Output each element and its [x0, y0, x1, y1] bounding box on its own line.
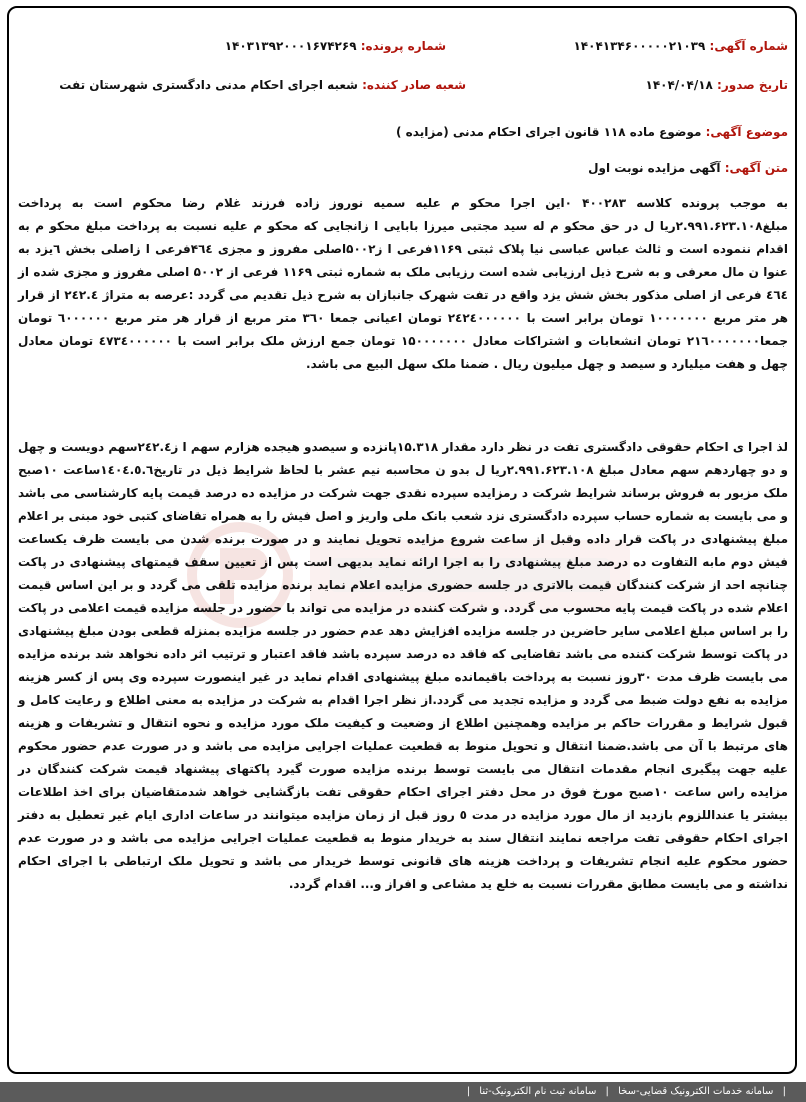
footer-link-sakha[interactable]: سامانه خدمات الکترونیک قضایی-سخا — [618, 1086, 774, 1097]
case-number-value: ۱۴۰۳۱۳۹۲۰۰۰۱۶۷۴۲۶۹ — [224, 39, 357, 53]
notice-text-label: متن آگهی: — [724, 161, 788, 175]
footer-separator: | — [466, 1086, 471, 1097]
paragraph-auction-terms: لذ اجرا ی احکام حقوقی دادگستری تفت در نظر دارد مقدار ۱۵.۳۱۸پانزده و سیصدو هیجده هزارم سهم ا ز۲٤۲.٤سهم دویست و چهل و دو چهاردهم سهم معادل مبلغ ۲.۹۹۱.۶۲۳.۱۰۸ریا ل بدو ن محاسبه نیم عشر با لحاظ شرایط ذیل در تاریخ۱٤۰٤.٥.٦ساعت ۱۰صبح ملک مزبور به فروش برساند شرایط شرکت د رمزایده سپرده نقدی جهت شرکت در مزایده ده درصد قیمت پایه کارشناسی می باشد و می بایست به شماره حساب سپرده دادگستری نزد شعب بانک ملی واریز و اصل فیش را به همراه تقاضای کتبی خود مبنی بر اعلام مبلغ پیشنهادی در پاکت قرار داده وقبل از ساعت شروع مزایده تحویل نمایند و در صورت برنده شدن می بایست ظرف یکساعت فیش دوم مابه التفاوت ده درصد مبلغ پیشنهادی را به اجرا ارائه نماید بدیهی است پس از تعیین سقف قیمتهای پیشنهادی در پاکت چنانچه احد از شرکت کنندگان قیمت بالاتری در جلسه حضوری مزایده اعلام نماید برنده مزایده تلقی می گردد و بر این اساس قیمت اعلام شده در پاکت قیمت پایه محسوب می گردد. و شرکت کننده در مزایده می تواند با حضور در جلسه مزایده قیمت اعلامی در پاکت را بر اساس مبلغ اعلامی سایر حاضرین در جلسه مزایده افزایش دهد عدم حضور در جلسه مزایده بمنزله قطعی بودن مبلغ پیشنهادی در پاکت توسط شرکت کننده می باشد تقاضایی که فاقد ده درصد سپرده باشد فاقد اعتبار و ترتیب اثر داده نخواهد شد برنده مزایده می بایست ظرف مدت ۳۰روز نسبت به پرداخت باقیمانده مبلغ پیشنهادی اقدام نماید در غیر اینصورت سپرده وی پس از کسر هزینه مزایده به نفع دولت ضبط می گردد و مزایده تجدید می گردد.از نظر اجرا اقدام به شرکت در مزایده به معنی اطلاع و رعایت کامل و قبول شرایط و مقررات حاکم بر مزایده وهمچنین اطلاع از وضعیت و کیفیت ملک مورد مزایده و نحوه انتقال و تشریفات و هزینه های مرتبط با آن می باشد.ضمنا انتقال و تحویل منوط به قطعیت عملیات اجرایی مزایده می باشد و در صورت عدم حضور محکوم علیه جهت پیگیری انجام مقدمات انتقال می بایست توسط برنده مزایده صورت گیرد پاکتهای پیشنهاد قیمت شرکت کنندگان در مزایده راس ساعت ۱۰صبح مورخ فوق در محل دفتر اجرای احکام حقوقی تفت بازگشایی خواهد شدمتقاضیان برای اخذ اطلاعات بیشتر یا عنداللزوم بازدید از مال مورد مزایده در مدت ٥ روز قبل از زمان مزایده میتوانند در ساعات اداری ایام غیر تعطیل به دفتر اجرای احکام حقوقی تفت مراجعه نمایند انتقال سند به خریدار منوط به قطعیت عملیات اجرایی مزایده می باشد و در صورت عدم حضور محکوم علیه انجام تشریفات و پرداخت هزینه های قانونی توسط خریدار می باشد و تحویل ملک ارتباطی با اجرای احکام نداشته و می بایست مطابق مقررات نسبت به خلع ید مشاعی و افراز و... اقدام گردد. — [18, 440, 789, 891]
footer-separator: | — [782, 1086, 786, 1097]
paragraph-case-details: به موجب پرونده کلاسه ۴۰۰۲۸۳ ۰این اجرا محکو م علیه سمیه نوروز زاده فرزند غلام رضا محکوم است به پرداخت مبلغ۲.۹۹۱.۶۲۳.۱۰۸ریا ل در حق محکو م له سید مجتبی میرزا بابایی ا زانجایی که محکو م علیه نسبت به پرداخت مبلغ محکو م به اقدام ننموده است و ثالث عباس عباسی نیا پلاک ثبتی ۱۱۶۹فرعی ا ز۵۰۰۲اصلی مفروز و مجزی ۴٦٤فرعی ا زاصلی بخش ٦یزد به عنوا ن مال معرفی و به شرح ذیل ارزیابی شده است رزیابی ملک به شماره ثبتی ۱۱۶۹ فرعی از ۵۰۰۲ اصلی مفروز و مجزی شده از ٤٦٤ فرعی از اصلی مذکور بخش شش یزد واقع در تفت شهرک جانبازان به شرح ذیل تقدیم می گردد :عرصه به متراژ ۲٤۲.٤ از قرار هر متر مربع ۱۰۰۰۰۰۰۰ تومان برابر است با ۲٤۲٤۰۰۰۰۰۰ تومان اعیانی جمعا ۳٦۰ متر مربع از قرار هر متر مربع ٦۰۰۰۰۰۰ تومان جمعا۲۱٦۰۰۰۰۰۰۰ تومان انشعابات و اشتراکات معادل ۱۵۰۰۰۰۰۰۰ تومان جمع ارزش ملک برابر است با ٤۷۳٤۰۰۰۰۰۰ تومان معادل چهل و هفت میلیارد و سیصد و چهل میلیون ریال . ضمنا ملک سهل البیع می باشد. — [18, 196, 789, 371]
footer-separator: | — [605, 1086, 609, 1097]
issuer-value: شعبه اجرای احکام مدنی دادگستری شهرستان تفت — [59, 78, 358, 92]
notice-text-value: آگهی مزایده نوبت اول — [588, 161, 721, 175]
notice-text-row — [588, 160, 788, 176]
subject-row — [396, 124, 788, 140]
issue-date-value: ۱۴۰۴/۰۴/۱۸ — [645, 78, 713, 92]
notice-number-value: ۱۴۰۴۱۳۴۶۰۰۰۰۰۲۱۰۳۹ — [573, 39, 706, 53]
case-number-label: شماره پرونده: — [360, 39, 446, 53]
issuer-row — [59, 77, 466, 93]
case-number-row — [225, 38, 446, 54]
notice-number-label: شماره آگهی: — [709, 39, 788, 53]
footer-bar — [0, 1082, 806, 1102]
issue-date-label: تاریخ صدور: — [717, 78, 788, 92]
subject-label: موضوع آگهی: — [705, 125, 788, 139]
issue-date-row — [646, 77, 789, 93]
footer-link-sana[interactable]: سامانه ثبت نام الکترونیک-ثنا — [479, 1086, 597, 1097]
notice-number-row — [573, 38, 788, 54]
issuer-label: شعبه صادر کننده: — [362, 78, 466, 92]
subject-value: موضوع ماده ۱۱۸ قانون اجرای احکام مدنی (مزایده ) — [396, 125, 702, 139]
